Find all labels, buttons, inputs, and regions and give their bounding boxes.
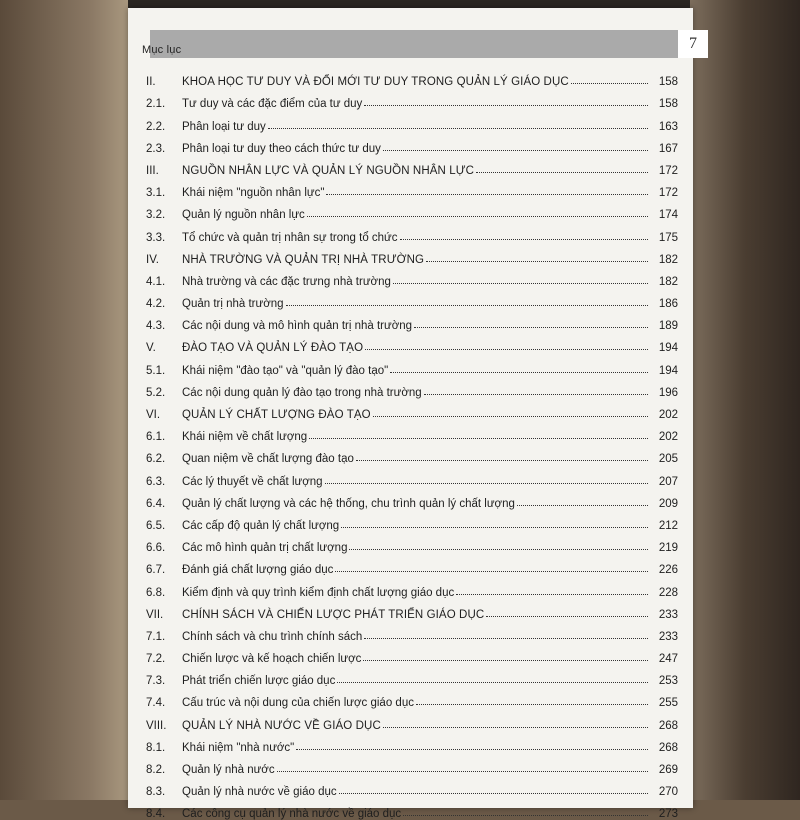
toc-entry bbox=[146, 554, 678, 576]
toc-entry-page: 207 bbox=[658, 475, 678, 488]
toc-entry-page: 219 bbox=[658, 542, 678, 555]
toc-entry bbox=[146, 177, 678, 199]
toc-entry bbox=[146, 354, 678, 376]
toc-entry-title: Khái niệm "nguồn nhân lực" bbox=[182, 187, 325, 200]
toc-entry bbox=[146, 687, 678, 709]
toc-entry-number: 6.6. bbox=[146, 542, 166, 555]
toc-entry-page: 212 bbox=[658, 519, 678, 532]
dot-leader bbox=[337, 682, 648, 683]
toc-entry bbox=[146, 332, 678, 354]
toc-entry-page: 172 bbox=[658, 187, 678, 200]
toc-entry-title: Phát triển chiến lược giáo dục bbox=[182, 675, 336, 688]
dot-leader bbox=[335, 571, 648, 572]
toc-entry-number: 4.3. bbox=[146, 320, 166, 333]
toc-entry-page: 228 bbox=[658, 586, 678, 599]
toc-entry-number: 6.8. bbox=[146, 586, 166, 599]
toc-entry-page: 247 bbox=[658, 653, 678, 666]
toc-entry-number: VIII. bbox=[146, 719, 167, 732]
toc-entry-page: 194 bbox=[658, 342, 678, 355]
toc-entry bbox=[146, 244, 678, 266]
toc-entry bbox=[146, 155, 678, 177]
toc-entry-number: VI. bbox=[146, 409, 161, 421]
dot-leader bbox=[414, 327, 648, 328]
toc-entry-title: NHÀ TRƯỜNG VÀ QUẢN TRỊ NHÀ TRƯỜNG bbox=[182, 253, 425, 266]
toc-entry-page: 270 bbox=[658, 786, 678, 799]
toc-entry-title: Khái niệm "đào tạo" và "quản lý đào tạo" bbox=[182, 364, 389, 377]
toc-entry bbox=[146, 709, 678, 731]
toc-entry-title: Chiến lược và kế hoạch chiến lược bbox=[182, 653, 362, 666]
toc-entry-page: 186 bbox=[658, 298, 678, 311]
toc-entry-number: 3.2. bbox=[146, 209, 166, 222]
dot-leader bbox=[296, 749, 648, 750]
dot-leader bbox=[339, 793, 648, 794]
background-right bbox=[690, 0, 800, 800]
toc-entry-number: 5.1. bbox=[146, 364, 166, 377]
toc-entry-page: 172 bbox=[658, 164, 678, 177]
toc-entry-number: 7.3. bbox=[146, 675, 166, 688]
toc-entry-number: III. bbox=[146, 164, 159, 177]
toc-entry-title: Quản trị nhà trường bbox=[182, 298, 284, 311]
toc-entry-title: Chính sách và chu trình chính sách bbox=[182, 630, 363, 643]
toc-entry-number: 6.4. bbox=[146, 497, 166, 510]
toc-entry-page: 202 bbox=[658, 409, 678, 421]
toc-entry bbox=[146, 221, 678, 243]
dot-leader bbox=[356, 460, 648, 461]
toc-entry-title: Khái niệm về chất lượng bbox=[182, 431, 308, 444]
toc-entry-number: V. bbox=[146, 342, 156, 355]
toc-entry-number: 8.1. bbox=[146, 741, 166, 754]
toc-entry bbox=[146, 754, 678, 776]
toc-entry-number: II. bbox=[146, 76, 156, 89]
header-bar bbox=[150, 30, 680, 58]
dot-leader bbox=[309, 438, 648, 439]
toc-entry bbox=[146, 88, 678, 110]
dot-leader bbox=[307, 216, 648, 217]
dot-leader bbox=[403, 815, 648, 816]
toc-entry-page: 174 bbox=[658, 209, 678, 222]
dot-leader bbox=[476, 172, 648, 173]
toc-entry-page: 175 bbox=[658, 231, 678, 244]
toc-entry bbox=[146, 288, 678, 310]
toc-entry bbox=[146, 599, 678, 621]
dot-leader bbox=[426, 261, 648, 262]
toc-entry-title: Khái niệm "nhà nước" bbox=[182, 741, 295, 754]
toc-entry-number: 7.2. bbox=[146, 653, 166, 666]
dot-leader bbox=[286, 305, 648, 306]
toc-entry bbox=[146, 465, 678, 487]
toc-entry-number: 8.3. bbox=[146, 786, 166, 799]
toc-entry-number: 2.3. bbox=[146, 142, 166, 155]
header-title: Mục lục bbox=[142, 44, 182, 56]
toc-entry-number: 6.3. bbox=[146, 475, 166, 488]
toc-entry bbox=[146, 399, 678, 421]
dot-leader bbox=[373, 416, 648, 417]
toc-entry-page: 182 bbox=[658, 275, 678, 288]
toc-entry-page: 233 bbox=[658, 608, 678, 621]
toc-entry bbox=[146, 798, 678, 820]
toc-entry-number: 3.1. bbox=[146, 187, 166, 200]
toc-entry bbox=[146, 643, 678, 665]
toc-entry-number: 2.2. bbox=[146, 120, 166, 133]
toc-entry bbox=[146, 510, 678, 532]
toc-entry-number: 6.2. bbox=[146, 453, 166, 466]
dot-leader bbox=[383, 727, 648, 728]
toc-entry bbox=[146, 310, 678, 332]
toc-entry bbox=[146, 110, 678, 132]
toc-entry-title: Kiểm định và quy trình kiểm định chất lượng giáo dục bbox=[182, 586, 455, 599]
toc-entry-page: 255 bbox=[658, 697, 678, 710]
toc-entry-title: Quản lý nguồn nhân lực bbox=[182, 209, 305, 222]
dot-leader bbox=[424, 394, 648, 395]
toc-entry-title: KHOA HỌC TƯ DUY VÀ ĐỔI MỚI TƯ DUY TRONG QUẢN LÝ GIÁO DỤC bbox=[182, 76, 569, 89]
page-number: 7 bbox=[678, 30, 708, 58]
dot-leader bbox=[277, 771, 648, 772]
toc-entry-page: 268 bbox=[658, 719, 678, 732]
toc-entry-title: NGUỒN NHÂN LỰC VÀ QUẢN LÝ NGUỒN NHÂN LỰC bbox=[182, 164, 475, 177]
toc-entry-title: Quản lý chất lượng và các hệ thống, chu trình quản lý chất lượng bbox=[182, 497, 515, 510]
toc-entry-title: Quản lý nhà nước về giáo dục bbox=[182, 786, 337, 799]
toc-entry-page: 167 bbox=[658, 142, 678, 155]
toc-entry bbox=[146, 665, 678, 687]
toc-entry-page: 196 bbox=[658, 386, 678, 399]
toc-entry bbox=[146, 443, 678, 465]
toc-entry-title: Nhà trường và các đặc trưng nhà trường bbox=[182, 275, 391, 288]
toc-entry-title: Các nội dung và mô hình quản trị nhà trường bbox=[182, 320, 413, 333]
toc-entry-page: 158 bbox=[658, 98, 678, 111]
toc-entry-title: Phân loại tư duy bbox=[182, 120, 266, 133]
toc-entry-page: 163 bbox=[658, 120, 678, 133]
toc-entry-title: Đánh giá chất lượng giáo dục bbox=[182, 564, 334, 577]
toc-entry-page: 205 bbox=[658, 453, 678, 466]
toc-entry-page: 202 bbox=[658, 431, 678, 444]
toc-entry-title: Các công cụ quản lý nhà nước về giáo dục bbox=[182, 808, 402, 820]
toc-entry-title: QUẢN LÝ NHÀ NƯỚC VỀ GIÁO DỤC bbox=[182, 719, 381, 732]
toc-entry bbox=[146, 377, 678, 399]
toc-entry-page: 233 bbox=[658, 630, 678, 643]
toc-entry-title: Các lý thuyết về chất lượng bbox=[182, 475, 323, 488]
toc-entry-title: Cấu trúc và nội dung của chiến lược giáo dục bbox=[182, 697, 414, 710]
toc-entry bbox=[146, 488, 678, 510]
toc-entry-title: Phân loại tư duy theo cách thức tư duy bbox=[182, 142, 381, 155]
toc-entry bbox=[146, 776, 678, 798]
dot-leader bbox=[416, 704, 648, 705]
toc-entry bbox=[146, 266, 678, 288]
dot-leader bbox=[364, 105, 648, 106]
toc-entry-page: 226 bbox=[658, 564, 678, 577]
toc-entry bbox=[146, 133, 678, 155]
toc-entry-number: 4.1. bbox=[146, 275, 166, 288]
toc-entry-number: 3.3. bbox=[146, 231, 166, 244]
dot-leader bbox=[486, 616, 648, 617]
toc-entry bbox=[146, 199, 678, 221]
toc-entry-page: 253 bbox=[658, 675, 678, 688]
toc-entry-title: Các nội dung quản lý đào tạo trong nhà trường bbox=[182, 386, 422, 399]
toc-entry-page: 194 bbox=[658, 364, 678, 377]
toc-entry-page: 269 bbox=[658, 764, 678, 776]
dot-leader bbox=[393, 283, 648, 284]
toc-entry-page: 209 bbox=[658, 497, 678, 510]
dot-leader bbox=[325, 483, 648, 484]
toc-entry-number: 8.4. bbox=[146, 808, 166, 820]
toc-entry-number: 6.1. bbox=[146, 431, 166, 444]
dot-leader bbox=[326, 194, 648, 195]
toc-entry bbox=[146, 532, 678, 554]
toc-entry-title: CHÍNH SÁCH VÀ CHIẾN LƯỢC PHÁT TRIỂN GIÁO DỤC bbox=[182, 608, 485, 621]
dot-leader bbox=[364, 638, 648, 639]
dot-leader bbox=[363, 660, 648, 661]
book-page bbox=[128, 8, 697, 820]
toc-entry bbox=[146, 421, 678, 443]
dot-leader bbox=[268, 128, 648, 129]
toc-entry-title: ĐÀO TẠO VÀ QUẢN LÝ ĐÀO TẠO bbox=[182, 342, 364, 355]
toc-entry bbox=[146, 66, 678, 88]
toc-entry bbox=[146, 732, 678, 754]
toc-entry-page: 182 bbox=[658, 253, 678, 266]
toc-entry-page: 158 bbox=[658, 76, 678, 89]
dot-leader bbox=[365, 349, 648, 350]
dot-leader bbox=[390, 372, 648, 373]
dot-leader bbox=[517, 505, 648, 506]
toc-entry-number: VII. bbox=[146, 608, 164, 621]
toc-entry-number: 7.4. bbox=[146, 697, 166, 710]
toc-entry-title: Các mô hình quản trị chất lượng bbox=[182, 542, 348, 555]
toc-entry-number: 5.2. bbox=[146, 386, 166, 399]
toc-entry-title: QUẢN LÝ CHẤT LƯỢNG ĐÀO TẠO bbox=[182, 409, 371, 421]
toc-entry bbox=[146, 576, 678, 598]
toc-entry-title: Tổ chức và quản trị nhân sự trong tổ chức bbox=[182, 231, 398, 244]
dot-leader bbox=[571, 83, 648, 84]
toc-entry-page: 273 bbox=[658, 808, 678, 820]
toc-entry-page: 189 bbox=[658, 320, 678, 333]
toc-entry-number: 8.2. bbox=[146, 764, 166, 776]
dot-leader bbox=[456, 594, 648, 595]
toc-entry-title: Các cấp độ quản lý chất lượng bbox=[182, 519, 340, 532]
dot-leader bbox=[383, 150, 648, 151]
dot-leader bbox=[400, 239, 648, 240]
background-left bbox=[0, 0, 128, 800]
dot-leader bbox=[341, 527, 648, 528]
toc-entry-number: 7.1. bbox=[146, 630, 166, 643]
toc-entry-number: 6.7. bbox=[146, 564, 166, 577]
toc-entry-title: Quản lý nhà nước bbox=[182, 764, 275, 776]
toc-entry-number: IV. bbox=[146, 253, 160, 266]
toc-entry-title: Tư duy và các đặc điểm của tư duy bbox=[182, 98, 363, 111]
toc-entry-number: 2.1. bbox=[146, 98, 166, 111]
toc-entry-number: 4.2. bbox=[146, 298, 166, 311]
toc-entry-title: Quan niệm về chất lượng đào tạo bbox=[182, 453, 354, 466]
dot-leader bbox=[349, 549, 648, 550]
table-of-contents bbox=[146, 66, 678, 820]
toc-entry-page: 268 bbox=[658, 741, 678, 754]
toc-entry-number: 6.5. bbox=[146, 519, 166, 532]
toc-entry bbox=[146, 621, 678, 643]
